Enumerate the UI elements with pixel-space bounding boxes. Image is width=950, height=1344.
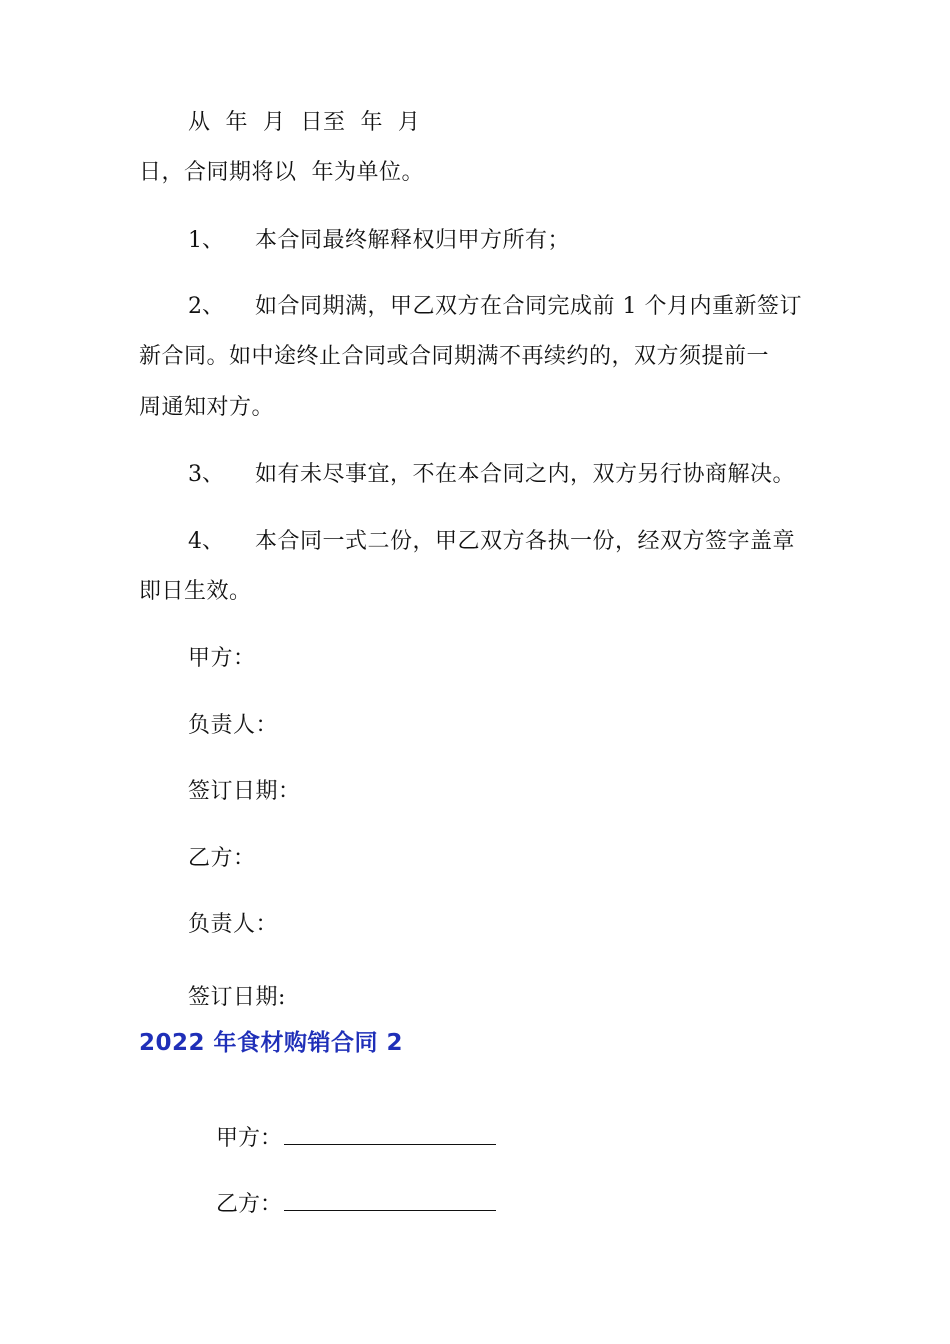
- clause-4-text: 本合同一式二份，甲乙双方各执一份，经双方签字盖章: [255, 529, 796, 554]
- section-2-party-b-row: [188, 1160, 496, 1250]
- clause-2-text: 如合同期满，甲乙双方在合同完成前 1 个月内重新签订: [255, 294, 802, 319]
- party-b-label: 乙方：: [188, 846, 256, 871]
- clause-3-text: 如有未尽事宜，不在本合同之内，双方另行协商解决。: [255, 462, 796, 487]
- clause-2-text-cont-1: 新合同。如中途终止合同或合同期满不再续约的，双方须提前一: [139, 344, 770, 369]
- clause-3-number: 3、: [188, 462, 224, 487]
- clause-2-text-cont-2: 周通知对方。: [139, 395, 275, 420]
- section-2-party-b-label: 乙方：: [215, 1192, 282, 1217]
- party-a-date-label: 签订日期：: [188, 779, 301, 804]
- term-line-1: 从 年 月 日至 年 月: [188, 110, 421, 135]
- party-a-rep-label: 负责人：: [188, 713, 279, 738]
- section-2-party-a-label: 甲方：: [215, 1126, 282, 1151]
- section-2-party-b-blank-line: [284, 1192, 496, 1211]
- section-2-title: 2022 年食材购销合同 2: [139, 1030, 404, 1056]
- term-line-2: 日，合同期将以 年为单位。: [139, 160, 424, 185]
- clause-1-text: 本合同最终解释权归甲方所有；: [255, 228, 571, 253]
- party-b-date-label: 签订日期:: [188, 985, 286, 1010]
- party-a-label: 甲方：: [188, 646, 256, 671]
- party-b-rep-label: 负责人：: [188, 912, 279, 937]
- clause-4-number: 4、: [188, 529, 224, 554]
- section-2-party-a-blank-line: [284, 1126, 496, 1145]
- clause-4-text-cont-1: 即日生效。: [139, 579, 252, 604]
- clause-1-number: 1、: [188, 228, 224, 253]
- clause-2-number: 2、: [188, 294, 224, 319]
